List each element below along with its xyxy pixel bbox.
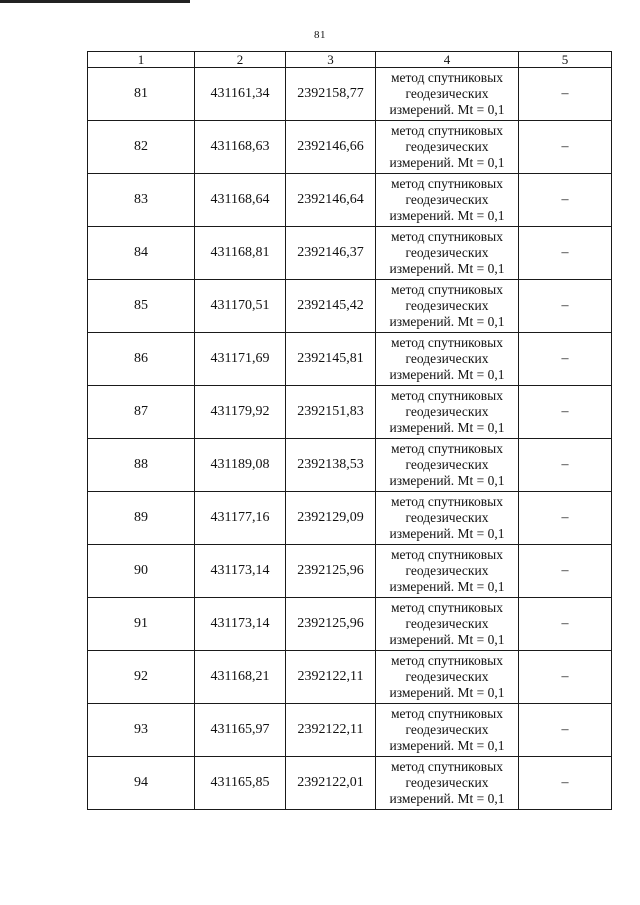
method-line: геодезических (405, 86, 489, 101)
description-cell: – (519, 68, 612, 121)
point-number-cell: 90 (88, 545, 195, 598)
x-coordinate-cell: 431168,63 (195, 121, 286, 174)
table-row (88, 545, 612, 598)
method-line: измерений. Mt = 0,1 (389, 155, 505, 170)
method-line: метод спутниковых (391, 441, 503, 456)
method-cell (376, 174, 519, 227)
x-coordinate-cell: 431165,85 (195, 757, 286, 810)
method-line: метод спутниковых (391, 653, 503, 668)
y-coordinate-cell: 2392122,11 (286, 651, 376, 704)
description-cell: – (519, 598, 612, 651)
header-cell: 2 (195, 52, 286, 68)
coordinates-table (87, 51, 612, 810)
method-line: метод спутниковых (391, 388, 503, 403)
page-number: 81 (314, 29, 326, 41)
method-line: метод спутниковых (391, 282, 503, 297)
method-line: геодезических (405, 669, 489, 684)
header-cell: 5 (519, 52, 612, 68)
table-row (88, 174, 612, 227)
method-line: измерений. Mt = 0,1 (389, 526, 505, 541)
y-coordinate-cell: 2392146,66 (286, 121, 376, 174)
point-number-cell: 84 (88, 227, 195, 280)
method-cell (376, 386, 519, 439)
top-rule (0, 0, 190, 3)
table-row (88, 333, 612, 386)
y-coordinate-cell: 2392146,64 (286, 174, 376, 227)
point-number-cell: 85 (88, 280, 195, 333)
method-line: метод спутниковых (391, 70, 503, 85)
x-coordinate-cell: 431189,08 (195, 439, 286, 492)
header-cell: 1 (88, 52, 195, 68)
y-coordinate-cell: 2392145,81 (286, 333, 376, 386)
x-coordinate-cell: 431171,69 (195, 333, 286, 386)
method-line: метод спутниковых (391, 123, 503, 138)
method-line: геодезических (405, 192, 489, 207)
table-row (88, 386, 612, 439)
method-line: метод спутниковых (391, 547, 503, 562)
method-cell (376, 651, 519, 704)
method-cell (376, 757, 519, 810)
point-number-cell: 88 (88, 439, 195, 492)
y-coordinate-cell: 2392129,09 (286, 492, 376, 545)
header-cell: 4 (376, 52, 519, 68)
table-row (88, 280, 612, 333)
method-line: геодезических (405, 404, 489, 419)
y-coordinate-cell: 2392145,42 (286, 280, 376, 333)
method-line: геодезических (405, 616, 489, 631)
point-number-cell: 87 (88, 386, 195, 439)
method-line: измерений. Mt = 0,1 (389, 208, 505, 223)
table-row (88, 651, 612, 704)
method-cell (376, 704, 519, 757)
method-cell (376, 333, 519, 386)
description-cell: – (519, 386, 612, 439)
method-line: метод спутниковых (391, 600, 503, 615)
y-coordinate-cell: 2392122,01 (286, 757, 376, 810)
table-row (88, 704, 612, 757)
y-coordinate-cell: 2392146,37 (286, 227, 376, 280)
method-cell (376, 492, 519, 545)
method-cell (376, 68, 519, 121)
y-coordinate-cell: 2392125,96 (286, 598, 376, 651)
table-row (88, 492, 612, 545)
description-cell: – (519, 757, 612, 810)
method-line: геодезических (405, 351, 489, 366)
method-line: метод спутниковых (391, 706, 503, 721)
method-line: измерений. Mt = 0,1 (389, 367, 505, 382)
method-line: геодезических (405, 775, 489, 790)
x-coordinate-cell: 431168,81 (195, 227, 286, 280)
point-number-cell: 81 (88, 68, 195, 121)
method-line: метод спутниковых (391, 176, 503, 191)
method-line: метод спутниковых (391, 229, 503, 244)
description-cell: – (519, 704, 612, 757)
description-cell: – (519, 651, 612, 704)
y-coordinate-cell: 2392122,11 (286, 704, 376, 757)
header-row (88, 52, 612, 68)
table-row (88, 757, 612, 810)
x-coordinate-cell: 431168,64 (195, 174, 286, 227)
method-line: метод спутниковых (391, 494, 503, 509)
method-line: измерений. Mt = 0,1 (389, 685, 505, 700)
header-cell: 3 (286, 52, 376, 68)
description-cell: – (519, 174, 612, 227)
x-coordinate-cell: 431179,92 (195, 386, 286, 439)
point-number-cell: 94 (88, 757, 195, 810)
method-line: геодезических (405, 245, 489, 260)
point-number-cell: 92 (88, 651, 195, 704)
table-row (88, 227, 612, 280)
y-coordinate-cell: 2392151,83 (286, 386, 376, 439)
x-coordinate-cell: 431177,16 (195, 492, 286, 545)
point-number-cell: 89 (88, 492, 195, 545)
table-row (88, 598, 612, 651)
method-line: измерений. Mt = 0,1 (389, 791, 505, 806)
description-cell: – (519, 121, 612, 174)
table-row (88, 68, 612, 121)
method-line: метод спутниковых (391, 759, 503, 774)
method-line: геодезических (405, 139, 489, 154)
table-row (88, 121, 612, 174)
method-line: геодезических (405, 722, 489, 737)
point-number-cell: 93 (88, 704, 195, 757)
point-number-cell: 82 (88, 121, 195, 174)
method-line: геодезических (405, 457, 489, 472)
method-line: метод спутниковых (391, 335, 503, 350)
method-line: измерений. Mt = 0,1 (389, 261, 505, 276)
x-coordinate-cell: 431165,97 (195, 704, 286, 757)
method-cell (376, 121, 519, 174)
method-line: измерений. Mt = 0,1 (389, 579, 505, 594)
method-cell (376, 227, 519, 280)
method-cell (376, 280, 519, 333)
method-line: измерений. Mt = 0,1 (389, 102, 505, 117)
method-line: измерений. Mt = 0,1 (389, 314, 505, 329)
point-number-cell: 83 (88, 174, 195, 227)
point-number-cell: 91 (88, 598, 195, 651)
method-line: геодезических (405, 563, 489, 578)
point-number-cell: 86 (88, 333, 195, 386)
description-cell: – (519, 492, 612, 545)
x-coordinate-cell: 431173,14 (195, 598, 286, 651)
method-line: геодезических (405, 510, 489, 525)
x-coordinate-cell: 431170,51 (195, 280, 286, 333)
table-row (88, 439, 612, 492)
description-cell: – (519, 439, 612, 492)
y-coordinate-cell: 2392125,96 (286, 545, 376, 598)
method-cell (376, 598, 519, 651)
description-cell: – (519, 280, 612, 333)
method-cell (376, 545, 519, 598)
method-line: измерений. Mt = 0,1 (389, 420, 505, 435)
method-line: измерений. Mt = 0,1 (389, 632, 505, 647)
method-line: геодезических (405, 298, 489, 313)
x-coordinate-cell: 431161,34 (195, 68, 286, 121)
description-cell: – (519, 333, 612, 386)
y-coordinate-cell: 2392158,77 (286, 68, 376, 121)
method-cell (376, 439, 519, 492)
method-line: измерений. Mt = 0,1 (389, 473, 505, 488)
x-coordinate-cell: 431168,21 (195, 651, 286, 704)
description-cell: – (519, 545, 612, 598)
x-coordinate-cell: 431173,14 (195, 545, 286, 598)
description-cell: – (519, 227, 612, 280)
method-line: измерений. Mt = 0,1 (389, 738, 505, 753)
y-coordinate-cell: 2392138,53 (286, 439, 376, 492)
